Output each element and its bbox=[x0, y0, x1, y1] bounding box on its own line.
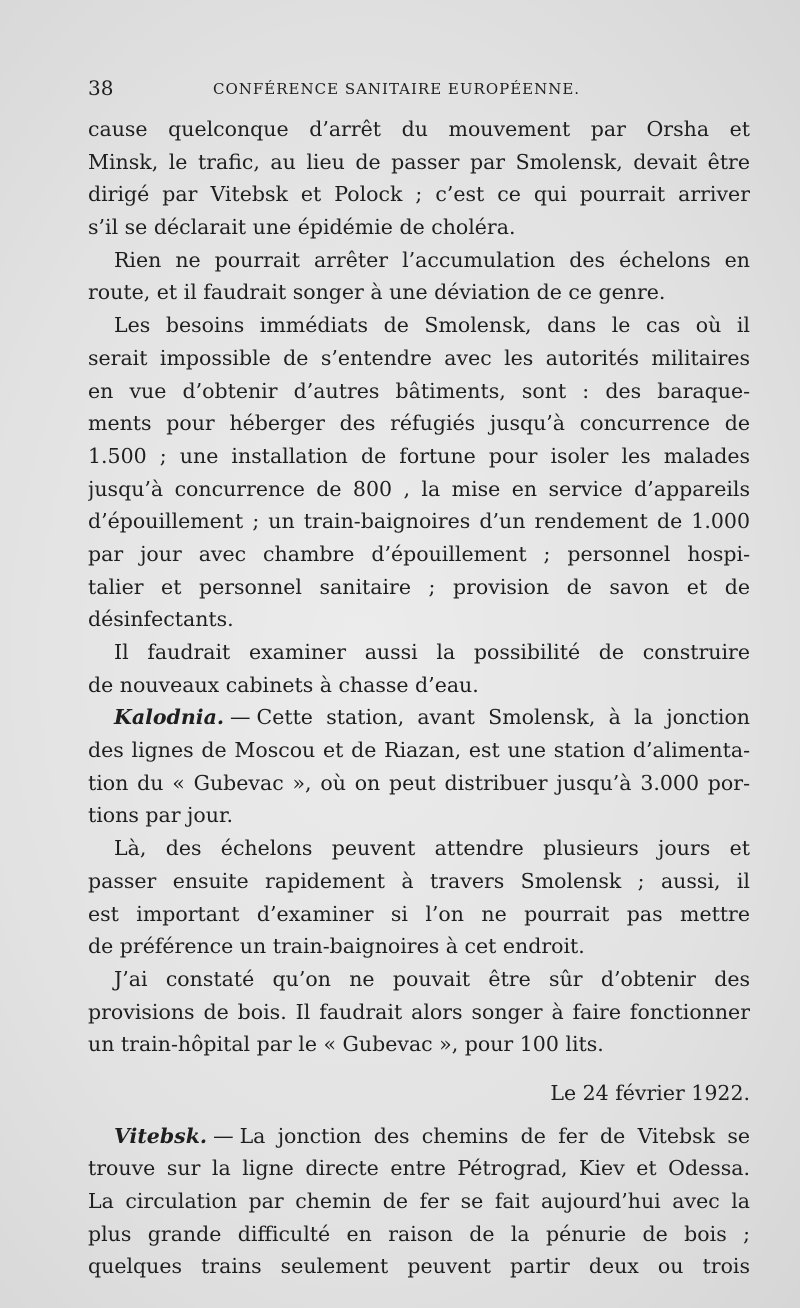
text-line: des lignes de Moscou et de Riazan, est une station d’alimenta- bbox=[88, 738, 750, 763]
text-line: dirigé par Vitebsk et Polock ; c’est ce qui pourrait arriver bbox=[88, 182, 750, 207]
section-term: Vitebsk. bbox=[114, 1123, 208, 1148]
text-line: est important d’examiner si l’on ne pourrait pas mettre bbox=[88, 901, 750, 926]
text-line: La circulation par chemin de fer se fait aujourd’hui avec la bbox=[88, 1189, 750, 1213]
text-line: talier et personnel sanitaire ; provision de savon et de bbox=[88, 574, 750, 599]
text-line: Rien ne pourrait arrêter l’accumulation des échelons en bbox=[114, 247, 750, 272]
text-line: Il faudrait examiner aussi la possibilité de construire bbox=[114, 640, 750, 664]
text-line: tions par jour. bbox=[88, 803, 234, 828]
text-line: s’il se déclarait une épidémie de choléra. bbox=[88, 215, 516, 240]
text-line bbox=[88, 1120, 750, 1153]
text-line: quelques trains seulement peuvent partir deux ou trois bbox=[88, 1254, 750, 1279]
text-line: un train-hôpital par le « Gubevac », pour 100 lits. bbox=[88, 1032, 604, 1057]
text-line: par jour avec chambre d’épouillement ; personnel hospi- bbox=[88, 541, 750, 566]
text-line: plus grande difficulté en raison de la pénurie de bois ; bbox=[88, 1221, 750, 1246]
text-line: ments pour héberger des réfugiés jusqu’à concurrence de bbox=[88, 411, 750, 436]
page-number: 38 bbox=[88, 76, 114, 100]
text-span: Cette station, avant Smolensk, à la jonction bbox=[256, 705, 750, 730]
em-dash: — bbox=[230, 705, 251, 730]
text-line: 1.500 ; une installation de fortune pour isoler les malades bbox=[88, 443, 750, 468]
text-line: passer ensuite rapidement à travers Smolensk ; aussi, il bbox=[88, 868, 750, 893]
text-line: J’ai constaté qu’on ne pouvait être sûr d’obtenir des bbox=[114, 966, 750, 991]
text-line: trouve sur la ligne directe entre Pétrograd, Kiev et Odessa. bbox=[88, 1156, 750, 1181]
section-term: Kalodnia. bbox=[114, 705, 225, 730]
text-line: serait impossible de s’entendre avec les autorités militaires bbox=[88, 345, 750, 370]
text-line: tion du « Gubevac », où on peut distribuer jusqu’à 3.000 por- bbox=[88, 770, 750, 795]
page-header bbox=[88, 76, 748, 106]
running-head: CONFÉRENCE SANITAIRE EUROPÉENNE. bbox=[213, 80, 581, 98]
text-line: d’épouillement ; un train-baignoires d’un rendement de 1.000 bbox=[88, 509, 750, 534]
date-line: Le 24 février 1922. bbox=[550, 1080, 750, 1105]
text-line bbox=[88, 701, 750, 734]
em-dash: — bbox=[213, 1123, 234, 1148]
text-line: provisions de bois. Il faudrait alors songer à faire fonctionner bbox=[88, 999, 750, 1024]
text-line: jusqu’à concurrence de 800 , la mise en service d’appareils bbox=[88, 476, 750, 501]
text-line: désinfectants. bbox=[88, 607, 234, 632]
text-line: cause quelconque d’arrêt du mouvement par Orsha et bbox=[88, 117, 750, 141]
text-line: de nouveaux cabinets à chasse d’eau. bbox=[88, 672, 479, 697]
text-line: Là, des échelons peuvent attendre plusieurs jours et bbox=[114, 836, 750, 861]
text-line: Minsk, le trafic, au lieu de passer par Smolensk, devait être bbox=[88, 149, 750, 174]
text-line: en vue d’obtenir d’autres bâtiments, sont : des baraque- bbox=[88, 378, 750, 403]
body-text bbox=[88, 113, 750, 1283]
text-span: La jonction des chemins de fer de Vitebsk se bbox=[239, 1123, 750, 1148]
text-line: Les besoins immédiats de Smolensk, dans le cas où il bbox=[114, 313, 750, 338]
text-line: de préférence un train-baignoires à cet endroit. bbox=[88, 934, 585, 959]
text-line: route, et il faudrait songer à une déviation de ce genre. bbox=[88, 280, 666, 305]
